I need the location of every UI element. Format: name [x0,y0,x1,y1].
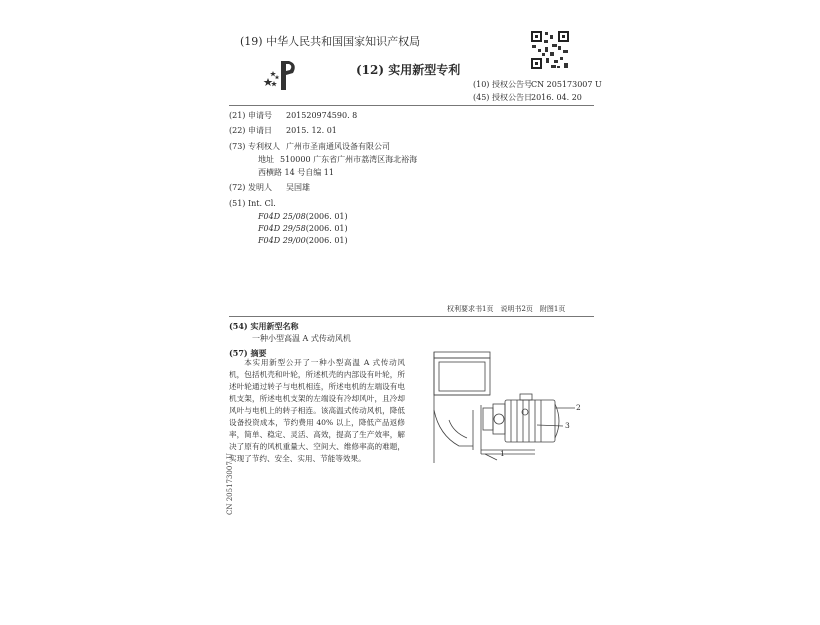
abstract-text [229,357,405,465]
int-class-row [258,212,348,222]
int-class-row [258,224,348,234]
pages-info: 权利要求书1页 说明书2页 附图1页 [447,305,566,313]
int-class-version: (2006. 01) [305,236,348,245]
abstract-paragraph: 本实用新型公开了一种小型高温 A 式传动风机，包括机壳和叶轮，所述机壳的内部设有叶轮，所述叶轮通过转子与电机相连，所述电机的左端设有电机支架，所述电机支架的左端设有冷却风叶，且冷却风叶与电机上的转子相连。该高温式传动风机，降低设备投资成本，节约费用 40% 以上，降低产品返修率，简单、稳定、灵活、高效，提高了生产效率，解决了原有的风机重量大、空间大、维修率高的难题，实现了节约、安全、实用、节能等效果。 [229,358,405,463]
pub-date-label: (45) 授权公告日 [473,93,532,102]
patentee-label: (73) 专利权人 [229,142,280,151]
app-date-value: 2015. 12. 01 [286,126,337,135]
inventor-value: 吴国雄 [286,183,310,192]
qr-code-image [530,30,570,70]
section-divider [229,316,594,317]
int-class-version: (2006. 01) [305,224,348,233]
int-class-code: F04D 25/08 [258,212,306,221]
int-class-code: F04D 29/00 [258,236,306,245]
fan-drawing [425,350,595,470]
app-number-value: 201520974590. 8 [286,111,358,120]
side-publication-number: CN 205173007 U [226,453,234,515]
patentee-value: 广州市圣南通风设备有限公司 [286,142,390,151]
authority-line: (19) 中华人民共和国国家知识产权局 [240,35,421,48]
address-label: 地址 [258,155,274,164]
int-class-version: (2006. 01) [305,212,348,221]
address-line-1: 510000 广东省广州市荔湾区海北裕海 [280,155,418,164]
cnipa-emblem-icon [262,58,300,92]
app-date-label: (22) 申请日 [229,126,272,135]
invention-title: 一种小型高温 A 式传动风机 [252,334,351,343]
pub-number-value: CN 205173007 U [531,80,602,89]
callout-label: 2 [576,403,581,412]
address-line-2: 西横路 14 号自编 11 [258,168,334,177]
title-label: (54) 实用新型名称 [229,321,299,331]
app-number-label: (21) 申请号 [229,111,272,120]
int-class-row [258,236,348,246]
abstract-label: (57) 摘要 [229,348,267,358]
inventor-label: (72) 发明人 [229,183,272,192]
int-cl-label: (51) Int. Cl. [229,199,276,208]
callout-label: 1 [500,449,505,458]
pub-date-value: 2016. 04. 20 [531,93,582,102]
int-class-code: F04D 29/58 [258,224,306,233]
header-divider [229,105,594,106]
document-type: (12) 实用新型专利 [356,63,461,77]
callout-label: 3 [565,421,570,430]
pub-number-label: (10) 授权公告号 [473,80,532,89]
